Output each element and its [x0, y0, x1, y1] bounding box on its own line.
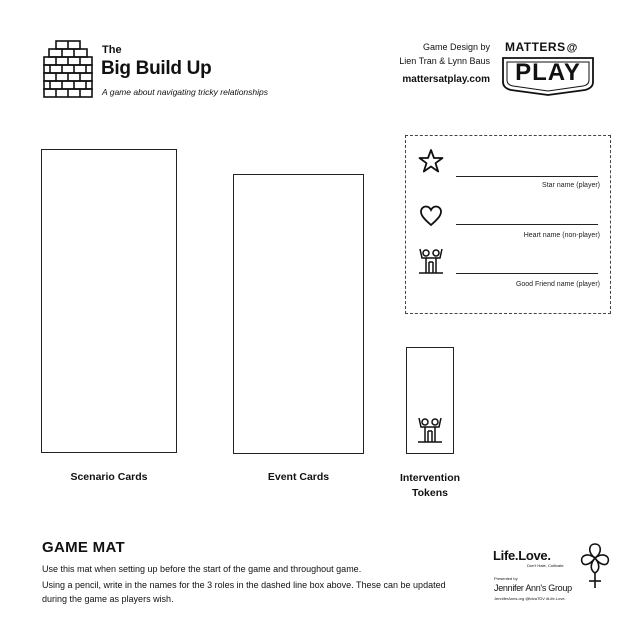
website-link[interactable]: mattersatplay.com: [402, 74, 490, 85]
star-icon: [418, 148, 444, 174]
logo-bottom-text: PLAY: [515, 59, 581, 86]
sponsor-tagline: Don't Hate, Cultivate: [527, 563, 564, 568]
star-name-label: Star name (player): [542, 182, 600, 189]
good-friend-name-line[interactable]: [456, 273, 598, 274]
sponsor-name: Jennifer Ann's Group: [494, 583, 572, 593]
sponsor-presented: Presented by: [494, 576, 518, 581]
instructions-line-2: Using a pencil, write in the names for the 3 roles in the dashed line box above. These can be updated: [42, 580, 446, 590]
heart-name-line[interactable]: [456, 224, 598, 225]
subtitle: A game about navigating tricky relationships: [102, 87, 268, 97]
flower-emblem-icon: [578, 540, 612, 590]
role-names-box: [405, 135, 611, 314]
intervention-tokens-area[interactable]: [406, 347, 454, 454]
star-name-line[interactable]: [456, 176, 598, 177]
instructions-line-1: Use this mat when setting up before the start of the game and throughout game.: [42, 564, 362, 574]
event-cards-label: Event Cards: [267, 471, 330, 483]
page-title: Big Build Up: [101, 58, 212, 79]
event-cards-area[interactable]: [233, 174, 364, 454]
good-friend-name-label: Good Friend name (player): [515, 281, 600, 288]
sponsor-title: Life.Love.: [493, 548, 551, 563]
matters-at-play-logo: [497, 38, 599, 96]
instructions-line-3: during the game as players wish.: [42, 594, 174, 604]
intervention-label-2: Tokens: [412, 487, 448, 499]
scenario-cards-area[interactable]: [41, 149, 177, 453]
sponsor-links: JenniferAnns.org @tdvaTDV #Life.Love.: [494, 596, 566, 601]
brick-wall-icon: [43, 40, 93, 98]
heart-name-label: Heart name (non-player): [523, 232, 600, 239]
credit-line-2: Lien Tran & Lynn Baus: [399, 56, 490, 66]
good-friend-icon: [416, 416, 444, 444]
title-small: The: [102, 44, 122, 56]
game-mat-heading: GAME MAT: [42, 539, 125, 556]
logo-top-text: MATTERS@: [505, 40, 578, 54]
intervention-label-1: Intervention: [399, 472, 461, 484]
scenario-cards-label: Scenario Cards: [70, 471, 148, 483]
heart-icon: [419, 204, 443, 228]
credit-line-1: Game Design by: [422, 42, 490, 52]
good-friend-icon: [417, 247, 445, 275]
